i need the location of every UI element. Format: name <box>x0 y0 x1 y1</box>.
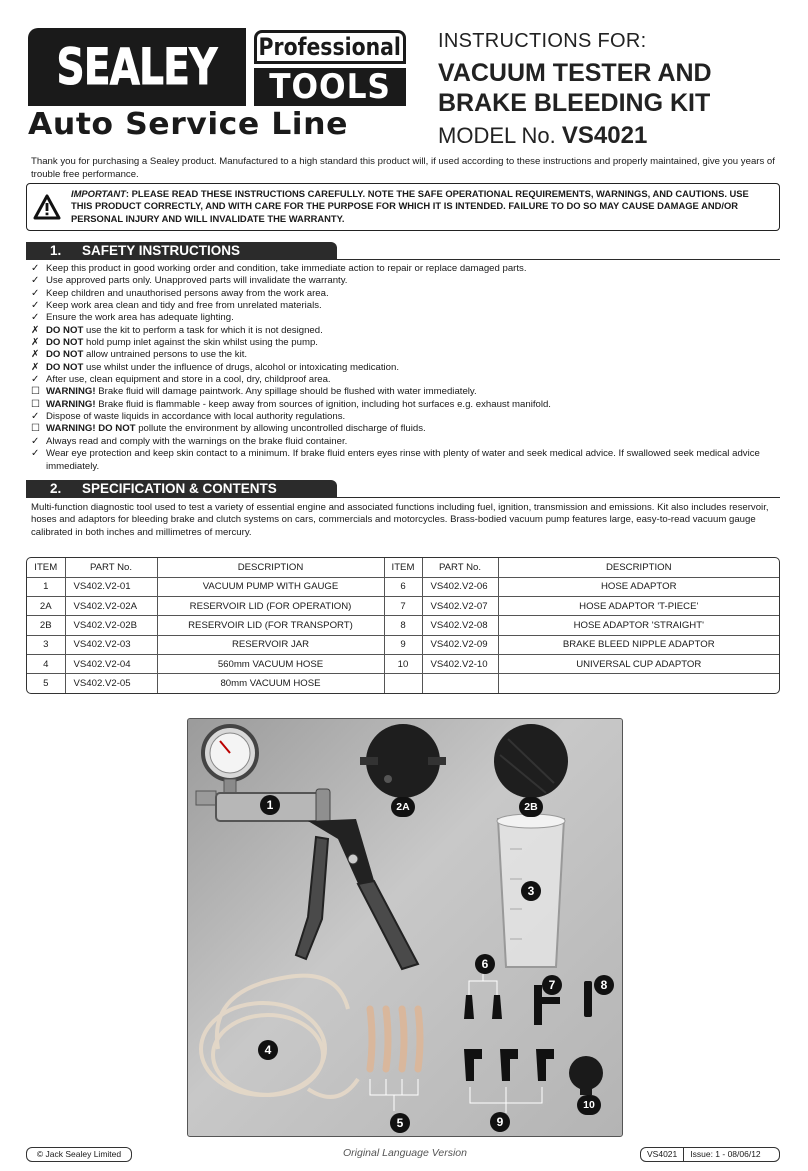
check-icon: ✓ <box>31 300 40 312</box>
photo-label-7: 7 <box>542 975 562 995</box>
photo-label-4: 4 <box>258 1040 278 1060</box>
check-icon: ✓ <box>31 263 40 274</box>
table-cell: UNIVERSAL CUP ADAPTOR <box>498 654 779 673</box>
table-cell: 2A <box>27 597 65 616</box>
model-line <box>438 122 788 150</box>
language-version: Original Language Version <box>343 1147 467 1159</box>
safety-item-text: use whilst under the influence of drugs, alcohol or intoxicating medication. <box>83 361 400 373</box>
kit-illustration <box>188 719 623 1137</box>
check-icon: ✓ <box>31 312 40 324</box>
table-cell: RESERVOIR LID (FOR OPERATION) <box>157 597 384 616</box>
safety-item-text: use the kit to perform a task for which it is not designed. <box>83 324 323 336</box>
issue-box <box>640 1147 780 1162</box>
safety-item-emphasis: WARNING! <box>46 386 96 398</box>
safety-item <box>31 436 783 448</box>
table-cell: VS402.V2-07 <box>422 597 498 616</box>
table-cell: 560mm VACUUM HOSE <box>157 654 384 673</box>
check-icon: ✓ <box>31 411 40 423</box>
product-title <box>438 58 788 118</box>
table-cell: 8 <box>384 616 422 635</box>
logo-brand-text: SEALEY <box>57 38 217 96</box>
safety-item <box>31 288 783 300</box>
table-row <box>27 635 779 654</box>
safety-item-emphasis: DO NOT <box>46 324 84 336</box>
important-notice <box>26 183 780 231</box>
table-cell: HOSE ADAPTOR 'STRAIGHT' <box>498 616 779 635</box>
table-cell: 80mm VACUUM HOSE <box>157 674 384 693</box>
cross-icon: ✗ <box>31 349 40 361</box>
nipple-label-bracket <box>470 1087 542 1113</box>
logo-tools-box <box>254 68 406 106</box>
specification-text: Multi-function diagnostic tool used to test a variety of essential engine and associated functions including fuel, ignition, transmission and emissions. Kit also includes reservoir, hoses and adaptors for bleeding brake and clutch systems on cars, commercials and motorcycles. Brass-bodied vacuum pump features large, easy-to-read vacuum gauge calibrated in both inches and millimetres of mercury. <box>31 502 769 538</box>
warning-box-icon: ☐ <box>31 386 40 398</box>
photo-label-8: 8 <box>594 975 614 995</box>
important-label: IMPORTANT <box>71 188 126 199</box>
table-row <box>27 654 779 673</box>
table-cell: VS402.V2-05 <box>65 674 157 693</box>
safety-item-text: After use, clean equipment and store in a cool, dry, childproof area. <box>46 374 331 386</box>
safety-item-text: Use approved parts only. Unapproved parts will invalidate the warranty. <box>46 275 348 287</box>
table-row <box>27 616 779 635</box>
table-cell: 4 <box>27 654 65 673</box>
table-cell: VACUUM PUMP WITH GAUGE <box>157 577 384 596</box>
footer-model: VS4021 <box>647 1149 678 1159</box>
table-cell: 3 <box>27 635 65 654</box>
table-header-cell: ITEM <box>384 558 422 577</box>
warning-triangle-icon <box>33 194 61 220</box>
table-cell: 9 <box>384 635 422 654</box>
table-cell: 7 <box>384 597 422 616</box>
instructions-for: INSTRUCTIONS FOR: <box>438 30 647 52</box>
check-icon: ✓ <box>31 275 40 287</box>
logo-tools-text: TOOLS <box>269 67 391 107</box>
product-title-line1: VACUUM TESTER AND <box>438 59 712 87</box>
photo-label-5: 5 <box>390 1113 410 1133</box>
title-block <box>438 30 788 150</box>
logo-service-line <box>28 108 412 140</box>
logo-service-line-text: Auto Service Line <box>28 106 348 142</box>
table-row <box>27 674 779 693</box>
safety-item <box>31 325 783 337</box>
photo-label-1: 1 <box>260 795 280 815</box>
check-icon: ✓ <box>31 374 40 386</box>
short-hoses-icon <box>370 1009 420 1069</box>
table-cell: VS402.V2-06 <box>422 577 498 596</box>
section-title: SAFETY INSTRUCTIONS <box>82 243 241 258</box>
table-cell: VS402.V2-03 <box>65 635 157 654</box>
reservoir-lid-a-icon <box>360 724 446 798</box>
model-number: VS4021 <box>561 122 648 149</box>
table-header-cell: PART No. <box>422 558 498 577</box>
vacuum-hose-coil-icon <box>201 976 358 1097</box>
section-number: 2. <box>50 481 62 496</box>
safety-list <box>31 263 783 473</box>
safety-item <box>31 349 783 361</box>
table-header-cell: DESCRIPTION <box>498 558 779 577</box>
logo-sealey-box <box>28 28 246 106</box>
section-rule <box>337 259 780 260</box>
straight-adaptor-icon <box>584 981 592 1017</box>
safety-item-text: Brake fluid is flammable - keep away from sources of ignition, including hot surfaces e.g. exhaust manifold. <box>95 398 551 410</box>
table-row <box>27 597 779 616</box>
safety-item <box>31 312 783 324</box>
check-icon: ✓ <box>31 448 40 460</box>
table-cell: VS402.V2-02A <box>65 597 157 616</box>
section-header-specification <box>26 480 337 498</box>
safety-item <box>31 263 783 275</box>
cross-icon: ✗ <box>31 324 40 336</box>
safety-item <box>31 300 783 312</box>
contents-table <box>26 557 780 694</box>
table-cell: 2B <box>27 616 65 635</box>
table-cell: VS402.V2-02B <box>65 616 157 635</box>
hose-adaptor-icon <box>464 989 502 1019</box>
table-header-cell: ITEM <box>27 558 65 577</box>
sealey-logo <box>28 28 412 140</box>
section-header-safety <box>26 242 337 260</box>
universal-cup-adaptor-icon <box>569 1056 603 1095</box>
model-prefix: MODEL No. <box>438 123 556 148</box>
safety-item-emphasis: DO NOT <box>46 361 84 373</box>
product-title-line2: BRAKE BLEEDING KIT <box>438 89 711 117</box>
safety-item-emphasis: DO NOT <box>46 337 84 349</box>
photo-label-2b: 2B <box>519 797 543 817</box>
safety-item-text: pollute the environment by allowing uncontrolled discharge of fluids. <box>135 423 426 435</box>
table-row <box>27 577 779 596</box>
table-cell: HOSE ADAPTOR 'T-PIECE' <box>498 597 779 616</box>
important-text: : PLEASE READ THESE INSTRUCTIONS CAREFULLY. NOTE THE SAFE OPERATIONAL REQUIREMENTS, WARNINGS, AND CAUTIONS. USE THIS PRODUCT CORRECTLY, AND WITH CARE FOR THE PURPOSE FOR WHICH IT IS INTENDED. FAILURE TO DO SO MAY CAUSE DAMAGE AND/OR PERSONAL INJURY AND WILL INVALIDATE THE WARRANTY. <box>71 188 749 224</box>
table-cell: 6 <box>384 577 422 596</box>
table-cell <box>384 674 422 693</box>
safety-item-text: allow untrained persons to use the kit. <box>83 349 248 361</box>
safety-item <box>31 423 783 435</box>
table-header-cell: PART No. <box>65 558 157 577</box>
table-cell: BRAKE BLEED NIPPLE ADAPTOR <box>498 635 779 654</box>
safety-item-text: Keep this product in good working order and condition, take immediate action to repair or replace damaged parts. <box>46 263 527 274</box>
table-header-row <box>27 558 779 577</box>
safety-item <box>31 337 783 349</box>
logo-professional-box <box>254 30 406 64</box>
logo-professional-text: Professional <box>258 33 402 61</box>
cross-icon: ✗ <box>31 337 40 349</box>
vacuum-pump-icon <box>196 789 418 969</box>
table-cell: 5 <box>27 674 65 693</box>
safety-item-emphasis: WARNING! <box>46 398 96 410</box>
photo-label-3: 3 <box>521 881 541 901</box>
section-rule <box>337 497 780 498</box>
safety-item-text: Wear eye protection and keep skin contact to a minimum. If brake fluid enters eyes rinse with plenty of water and seek medical advice. If swallowed seek medical advice immediately. <box>46 448 760 472</box>
table-cell: 1 <box>27 577 65 596</box>
safety-item <box>31 362 783 374</box>
safety-item-text: Always read and comply with the warnings on the brake fluid container. <box>46 435 348 447</box>
safety-item-text: Keep children and unauthorised persons away from the work area. <box>46 287 329 299</box>
safety-item-text: Ensure the work area has adequate lighting. <box>46 312 234 324</box>
section-title: SPECIFICATION & CONTENTS <box>82 481 277 496</box>
safety-item-text: hold pump inlet against the skin whilst using the pump. <box>83 337 318 349</box>
photo-label-6: 6 <box>475 954 495 974</box>
safety-item-emphasis: DO NOT <box>46 349 84 361</box>
photo-label-2a: 2A <box>391 797 415 817</box>
safety-item <box>31 448 783 473</box>
safety-item <box>31 374 783 386</box>
reservoir-lid-b-icon <box>494 724 568 798</box>
warning-box-icon: ☐ <box>31 398 40 410</box>
vacuum-gauge-icon <box>203 726 257 801</box>
section-number: 1. <box>50 243 62 258</box>
table-cell: VS402.V2-09 <box>422 635 498 654</box>
safety-item-text: Brake fluid will damage paintwork. Any spillage should be flushed with water immediately. <box>95 386 477 398</box>
table-cell: VS402.V2-01 <box>65 577 157 596</box>
footer-issue: Issue: 1 - 08/06/12 <box>683 1148 766 1161</box>
safety-item-text: Dispose of waste liquids in accordance with local authority regulations. <box>46 411 346 423</box>
check-icon: ✓ <box>31 287 40 299</box>
table-header-cell: DESCRIPTION <box>157 558 384 577</box>
table-cell <box>422 674 498 693</box>
table-cell: RESERVOIR JAR <box>157 635 384 654</box>
adaptor-label-bracket <box>469 973 497 989</box>
safety-item <box>31 399 783 411</box>
hose-label-bracket <box>370 1079 418 1111</box>
cross-icon: ✗ <box>31 361 40 373</box>
photo-label-10: 10 <box>577 1095 601 1115</box>
warning-box-icon: ☐ <box>31 423 40 435</box>
table-cell: VS402.V2-08 <box>422 616 498 635</box>
table-cell: HOSE ADAPTOR <box>498 577 779 596</box>
table-cell <box>498 674 779 693</box>
safety-item-text: Keep work area clean and tidy and free from unrelated materials. <box>46 300 322 312</box>
table-cell: VS402.V2-04 <box>65 654 157 673</box>
bleed-nipple-adaptor-icon <box>464 1049 554 1081</box>
table-cell: 10 <box>384 654 422 673</box>
check-icon: ✓ <box>31 435 40 447</box>
table-cell: VS402.V2-10 <box>422 654 498 673</box>
kit-contents-photo <box>187 718 623 1137</box>
safety-item <box>31 411 783 423</box>
safety-item-emphasis: WARNING! DO NOT <box>46 423 136 435</box>
intro-text: Thank you for purchasing a Sealey product. Manufactured to a high standard this product will, if used according to these instructions and properly maintained, give you years of trouble free performance. <box>31 156 775 180</box>
safety-item <box>31 386 783 398</box>
table-cell: RESERVOIR LID (FOR TRANSPORT) <box>157 616 384 635</box>
photo-label-9: 9 <box>490 1112 510 1132</box>
safety-item <box>31 275 783 287</box>
copyright-box: © Jack Sealey Limited <box>26 1147 132 1162</box>
